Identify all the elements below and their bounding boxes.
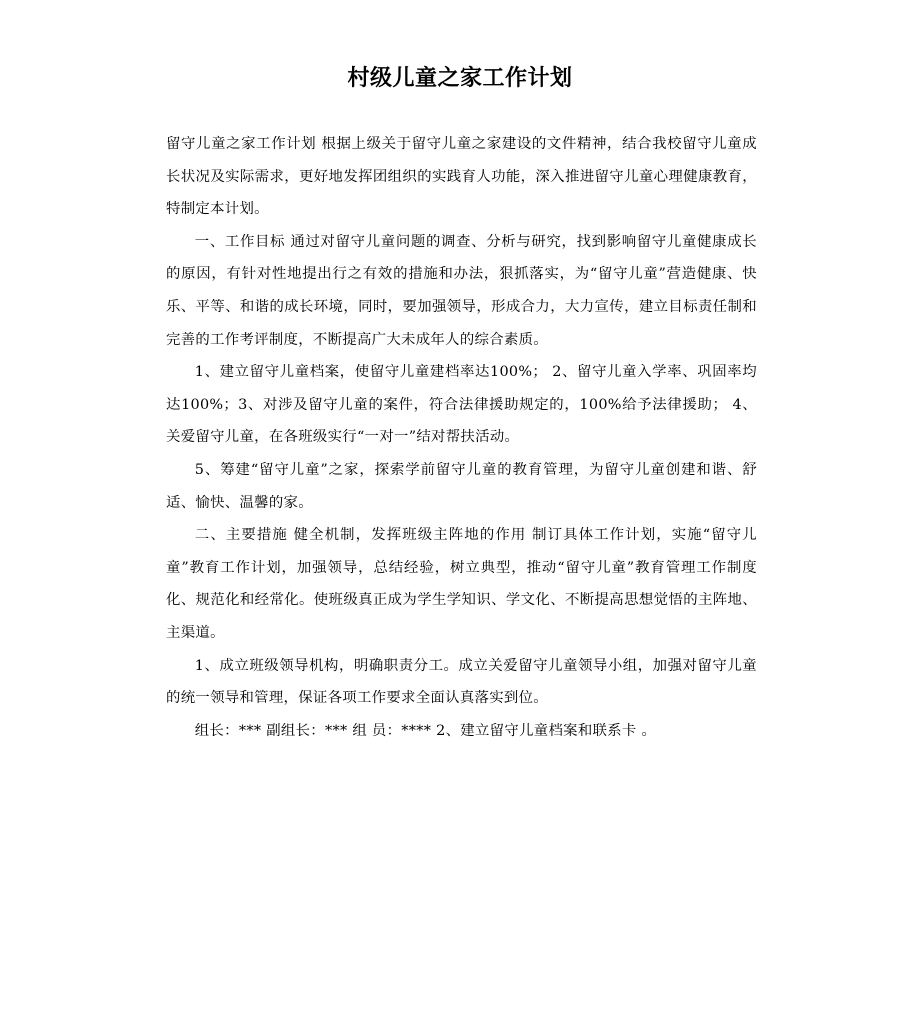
paragraph-leadership: 1、成立班级领导机构，明确职责分工。成立关爱留守儿童领导小组，加强对留守儿童的统一领导和管理，保证各项工作要求全面认真落实到位。 bbox=[166, 657, 757, 707]
document-title: 村级儿童之家工作计划 bbox=[347, 66, 573, 91]
paragraph-intro: 留守儿童之家工作计划 根据上级关于留守儿童之家建设的文件精神，结合我校留守儿童成长状况及实际需求，更好地发挥团组织的实践育人功能，深入推进留守儿童心理健康教育，特制定本计划。 bbox=[166, 136, 757, 218]
paragraph-goals: 一、工作目标 通过对留守儿童问题的调查、分析与研究，找到影响留守儿童健康成长的原因，有针对性地提出行之有效的措施和办法，狠抓落实，为“留守儿童”营造健康、快乐、平等、和谐的成长环境，同时，要加强领导，形成合力，大力宣传，建立目标责任制和完善的工作考评制度，不断提高广大未成年人的综合素质。 bbox=[166, 233, 757, 348]
paragraph-home-building: 5、筹建“留守儿童”之家，探索学前留守儿童的教育管理，为留守儿童创建和谐、舒适、愉快、温馨的家。 bbox=[166, 461, 757, 511]
document-body bbox=[166, 128, 757, 747]
paragraph-measures: 二、主要措施 健全机制，发挥班级主阵地的作用 制订具体工作计划，实施“留守儿童”教育工作计划，加强领导，总结经验，树立典型，推动“留守儿童”教育管理工作制度化、规范化和经常化。使班级真正成为学生学知识、学文化、不断提高思想觉悟的主阵地、主渠道。 bbox=[166, 527, 757, 641]
paragraph-targets: 1、建立留守儿童档案，使留守儿童建档率达100%； 2、留守儿童入学率、巩固率均达100%；3、对涉及留守儿童的案件，符合法律援助规定的，100%给予法律援助； 4、关爱留守儿童，在各班级实行“一对一”结对帮扶活动。 bbox=[166, 364, 757, 446]
paragraph-team-members: 组长：*** 副组长：*** 组 员：**** 2、建立留守儿童档案和联系卡 。 bbox=[194, 722, 657, 739]
